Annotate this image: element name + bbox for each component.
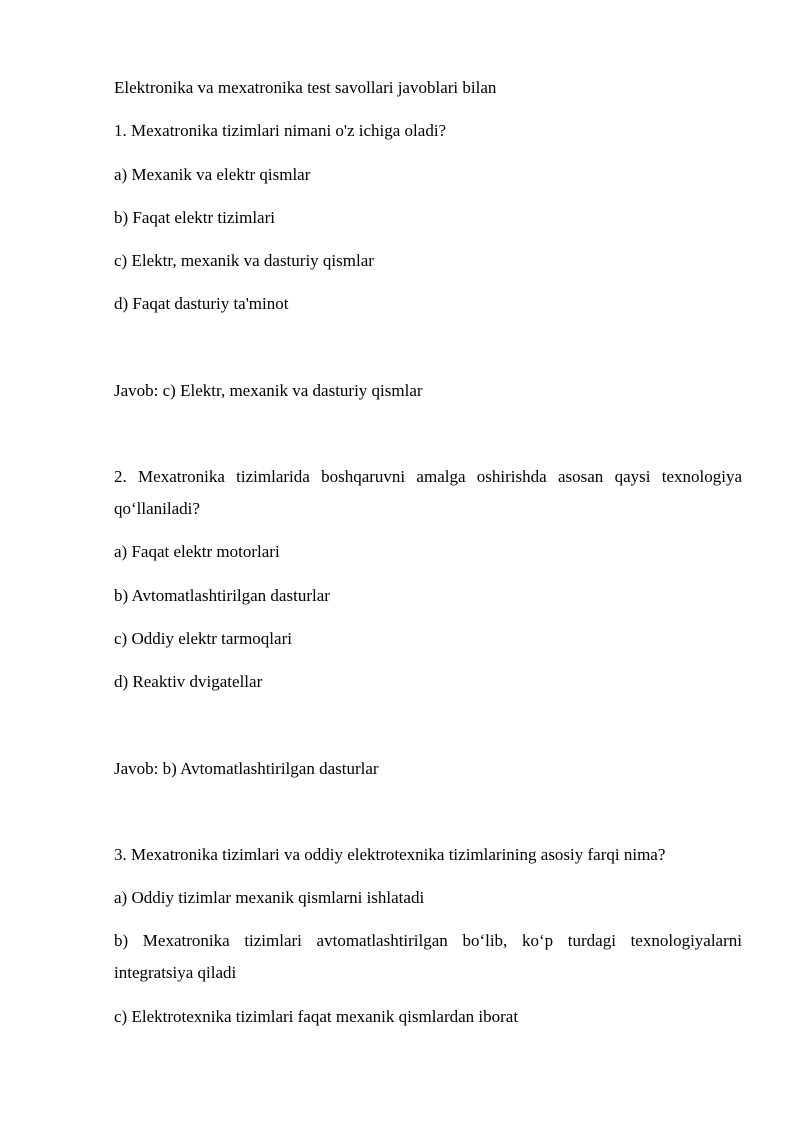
q3-option-b-line-2: integratsiya qiladi (114, 963, 237, 982)
q3-option-b-line-1: b) Mexatronika tizimlari avtomatlashtirilgan bo‘lib, ko‘p turdagi texnologiyalarni (114, 931, 742, 950)
question-2-line-2: qo‘llaniladi? (114, 499, 200, 518)
q1-answer: Javob: c) Elektr, mexanik va dasturiy qismlar (114, 381, 423, 400)
q1-option-b: b) Faqat elektr tizimlari (114, 208, 275, 227)
q1-option-d: d) Faqat dasturiy ta'minot (114, 294, 289, 313)
q2-option-a: a) Faqat elektr motorlari (114, 542, 280, 561)
q2-option-b: b) Avtomatlashtirilgan dasturlar (114, 586, 330, 605)
q3-option-a: a) Oddiy tizimlar mexanik qismlarni ishlatadi (114, 888, 425, 907)
q2-option-d: d) Reaktiv dvigatellar (114, 672, 263, 691)
q1-option-a: a) Mexanik va elektr qismlar (114, 165, 311, 184)
q2-answer: Javob: b) Avtomatlashtirilgan dasturlar (114, 759, 379, 778)
q2-option-c: c) Oddiy elektr tarmoqlari (114, 629, 292, 648)
document-title: Elektronika va mexatronika test savollari javoblari bilan (114, 78, 497, 97)
question-2-line-1: 2. Mexatronika tizimlarida boshqaruvni amalga oshirishda asosan qaysi texnologiya (114, 467, 742, 486)
question-3: 3. Mexatronika tizimlari va oddiy elektrotexnika tizimlarining asosiy farqi nima? (114, 845, 666, 864)
q3-option-c: c) Elektrotexnika tizimlari faqat mexanik qismlardan iborat (114, 1007, 519, 1026)
q1-option-c: c) Elektr, mexanik va dasturiy qismlar (114, 251, 374, 270)
question-1: 1. Mexatronika tizimlari nimani o'z ichiga oladi? (114, 121, 447, 140)
